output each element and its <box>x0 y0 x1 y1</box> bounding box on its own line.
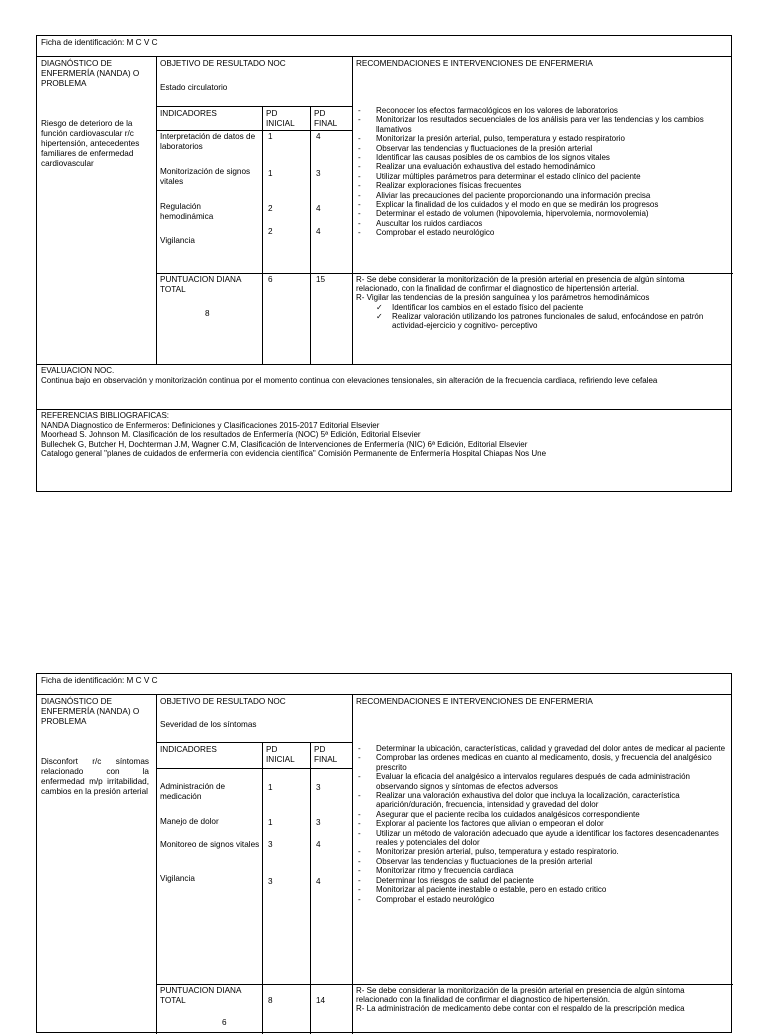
col-divider <box>310 742 311 1034</box>
objetivo-noc: Severidad de los síntomas <box>160 720 257 729</box>
razonamiento-line: R- Vigilar las tendencias de la presión sanguínea y los parámetros hemodinámicos <box>356 293 650 303</box>
indicador-inicial: 1 <box>268 169 273 178</box>
intervencion-item: - Determinar la ubicación, características, calidad y gravedad del dolor antes de medicar al paciente <box>356 744 726 753</box>
razonamiento <box>356 275 728 330</box>
indicador-name: Vigilancia <box>160 236 195 245</box>
intervencion-item: - Comprobar el estado neurológico <box>356 228 726 237</box>
indicadores-label: INDICADORES <box>160 109 217 118</box>
indicador-name: Interpretación de datos de laboratorios <box>160 132 256 151</box>
puntuacion-final: 15 <box>316 275 326 284</box>
ficha-identificacion: Ficha de identificación: M C V C <box>41 38 158 47</box>
header-diagnostico: DIAGNÓSTICO DE ENFERMERÍA (NANDA) O PROBLEMA <box>41 697 140 726</box>
indicador-final: 4 <box>316 227 321 236</box>
intervencion-item: - Utilizar un método de valoración adecuado que ayude a identificar los factores desencadenantes reales y potenciales del dolor <box>356 829 726 848</box>
diagnostico-text: Disconfort r/c síntomas relacionado con la enfermedad m/p irritabilidad, cambios en la presión arterial <box>41 757 149 796</box>
intervencion-item: - Evaluar la eficacia del analgésico a intervalos regulares después de cada administración observando signos y síntomas de efectos adversos <box>356 772 726 791</box>
pd-final-label: PD FINAL <box>314 745 338 764</box>
intervencion-item: - Monitorizar al paciente inestable o estable, pero en estado critico <box>356 885 726 894</box>
check-item: ✓ Identificar los cambios en el estado físico del paciente <box>356 303 728 312</box>
header-recomendaciones: RECOMENDACIONES E INTERVENCIONES DE ENFERMERIA <box>356 697 593 706</box>
intervencion-item: - Reconocer los efectos farmacológicos en los valores de laboratorios <box>356 106 726 115</box>
col-divider <box>262 106 263 364</box>
indicador-final: 3 <box>316 818 321 827</box>
row-divider <box>37 56 731 57</box>
indicador-name: Monitoreo de signos vitales <box>160 840 260 849</box>
referencias-label: REFERENCIAS BIBLIOGRAFICAS: <box>41 411 170 420</box>
indicador-final: 4 <box>316 877 321 886</box>
row-divider <box>37 364 731 365</box>
row-divider <box>156 768 352 769</box>
intervencion-item: - Explicar la finalidad de los cuidados y el modo en que se medirán los progresos <box>356 200 726 209</box>
indicadores-label: INDICADORES <box>160 745 217 754</box>
row-divider <box>156 130 352 131</box>
razonamiento-line: R- Se debe considerar la monitorización de la presión arterial en presencia de algún síntoma relacionado, con la finalidad de confirmar el diagnostico de hipertensión arterial. <box>356 275 685 294</box>
evaluacion-label: EVALUACION NOC. <box>41 366 115 375</box>
intervencion-item: - Identificar las causas posibles de os cambios de los signos vitales <box>356 153 726 162</box>
intervencion-item: - Monitorizar ritmo y frecuencia cardiaca <box>356 866 726 875</box>
intervencion-item: - Realizar exploraciones físicas frecuentes <box>356 181 726 190</box>
header-objetivo: OBJETIVO DE RESULTADO NOC <box>160 697 286 706</box>
row-divider <box>37 409 731 410</box>
col-divider <box>352 694 353 1034</box>
pd-inicial-label: PD INICIAL <box>266 109 295 128</box>
indicador-name: Monitorización de signos vitales <box>160 167 251 186</box>
indicador-final: 4 <box>316 204 321 213</box>
indicador-inicial: 3 <box>268 840 273 849</box>
indicador-name: Manejo de dolor <box>160 817 219 826</box>
referencias-section <box>41 411 727 459</box>
intervencion-item: - Monitorizar la presión arterial, pulso, temperatura y estado respiratorio <box>356 134 726 143</box>
referencia-item: NANDA Diagnostico de Enfermeros: Definiciones y Clasificaciones 2015-2017 Editorial Elsevier <box>41 420 380 430</box>
intervencion-item: - Auscultar los ruidos cardiacos <box>356 219 726 228</box>
pd-final-label: PD FINAL <box>314 109 338 128</box>
intervencion-item: - Utilizar múltiples parámetros para determinar el estado clínico del paciente <box>356 172 726 181</box>
header-recomendaciones: RECOMENDACIONES E INTERVENCIONES DE ENFERMERIA <box>356 59 593 68</box>
intervenciones-list <box>356 106 726 238</box>
intervencion-item: - Determinar el estado de volumen (hipovolemia, hipervolemia, normovolemia) <box>356 209 726 218</box>
razonamiento <box>356 986 728 1014</box>
indicador-final: 4 <box>316 840 321 849</box>
intervencion-item: - Observar las tendencias y fluctuaciones de la presión arterial <box>356 144 726 153</box>
intervencion-item: - Observar las tendencias y fluctuaciones de la presión arterial <box>356 857 726 866</box>
intervenciones-list <box>356 744 726 904</box>
indicador-inicial: 1 <box>268 132 273 141</box>
puntuacion-label: PUNTUACION DIANA TOTAL <box>160 986 241 1005</box>
puntuacion-label: PUNTUACION DIANA TOTAL <box>160 275 241 294</box>
indicador-inicial: 3 <box>268 877 273 886</box>
indicador-name: Vigilancia <box>160 874 195 883</box>
indicador-name: Administración de medicación <box>160 782 226 801</box>
razonamiento-line: R- La administración de medicamento debe contar con el respaldo de la prescripción medica <box>356 1004 685 1014</box>
care-plan-table <box>36 35 732 492</box>
intervencion-item: - Determinar los riesgos de salud del paciente <box>356 876 726 885</box>
col-divider <box>156 694 157 1034</box>
row-divider <box>156 273 733 274</box>
row-divider <box>37 694 731 695</box>
evaluacion-text: Continua bajo en observación y monitorización continua por el momento continua con elevaciones tensionales, sin alteración de la frecuencia cardiaca, refiriendo leve cefalea <box>41 375 658 385</box>
col-divider <box>352 56 353 364</box>
indicador-final: 3 <box>316 783 321 792</box>
intervencion-item: - Realizar una evaluación exhaustiva del estado hemodinámico <box>356 162 726 171</box>
diagnostico-text: Riesgo de deterioro de la función cardiovascular r/c hipertensión, antecedentes familiares de enfermedad cardiovascular <box>41 119 140 168</box>
row-divider <box>156 106 352 107</box>
check-item: ✓ Realizar valoración utilizando los patrones funcionales de salud, enfocándose en patrón actividad-ejercicio y cognitivo- perceptivo <box>356 312 728 330</box>
ficha-identificacion: Ficha de identificación: M C V C <box>41 676 158 685</box>
objetivo-noc: Estado circulatorio <box>160 83 228 92</box>
indicador-name: Regulación hemodinámica <box>160 202 214 221</box>
razonamiento-checklist <box>356 303 728 331</box>
puntuacion-diana: 8 <box>205 309 210 318</box>
col-divider <box>156 56 157 364</box>
puntuacion-final: 14 <box>316 996 326 1005</box>
header-diagnostico: DIAGNÓSTICO DE ENFERMERÍA (NANDA) O PROBLEMA <box>41 59 140 88</box>
intervencion-item: - Comprobar el estado neurológico <box>356 895 726 904</box>
row-divider <box>156 742 352 743</box>
intervencion-item: - Aliviar las precauciones del paciente proporcionando una información precisa <box>356 191 726 200</box>
indicador-inicial: 2 <box>268 227 273 236</box>
indicador-inicial: 1 <box>268 818 273 827</box>
intervencion-item: - Monitorizar los resultados secuenciales de los análisis para ver las tendencias y los cambios llamativos <box>356 115 726 134</box>
puntuacion-inicial: 6 <box>268 275 273 284</box>
intervencion-item: - Monitorizar presión arterial, pulso, temperatura y estado respiratorio. <box>356 847 726 856</box>
evaluacion-section <box>41 366 727 385</box>
header-objetivo: OBJETIVO DE RESULTADO NOC <box>160 59 286 68</box>
indicador-inicial: 2 <box>268 204 273 213</box>
col-divider <box>262 742 263 1034</box>
puntuacion-inicial: 8 <box>268 996 273 1005</box>
intervencion-item: - Explorar al paciente los factores que alivian o empeoran el dolor <box>356 819 726 828</box>
intervencion-item: - Comprobar las ordenes medicas en cuanto al medicamento, dosis, y frecuencia del analgésico prescrito <box>356 753 726 772</box>
razonamiento-line: R- Se debe considerar la monitorización de la presión arterial en presencia de algún síntoma relacionado con la finalidad de confirmar el diagnostico de hipertensión. <box>356 986 685 1005</box>
indicador-final: 4 <box>316 132 321 141</box>
referencia-item: Bullechek G, Butcher H, Dochterman J.M, Wagner C.M, Clasificación de Intervenciones de Enfermería (NIC) 6ª Edición, Editorial Elsevier <box>41 439 528 449</box>
indicador-inicial: 1 <box>268 783 273 792</box>
referencia-item: Catalogo general "planes de cuidados de enfermería con evidencia científica" Comisión Permanente de Enfermería Hospital Chiapas Nos Une <box>41 449 547 459</box>
pd-inicial-label: PD INICIAL <box>266 745 295 764</box>
row-divider <box>156 984 733 985</box>
puntuacion-diana: 6 <box>222 1018 227 1027</box>
intervencion-item: - Realizar una valoración exhaustiva del dolor que incluya la localización, característica aparición/duración, frecuencia, intensidad y gravedad del dolor <box>356 791 726 810</box>
intervencion-item: - Asegurar que el paciente reciba los cuidados analgésicos correspondiente <box>356 810 726 819</box>
indicador-final: 3 <box>316 169 321 178</box>
col-divider <box>310 106 311 364</box>
referencia-item: Moorhead S. Johnson M. Clasificación de los resultados de Enfermería (NOC) 5ª Edición, Editorial Elsevier <box>41 430 421 440</box>
care-plan-table <box>36 673 732 1033</box>
